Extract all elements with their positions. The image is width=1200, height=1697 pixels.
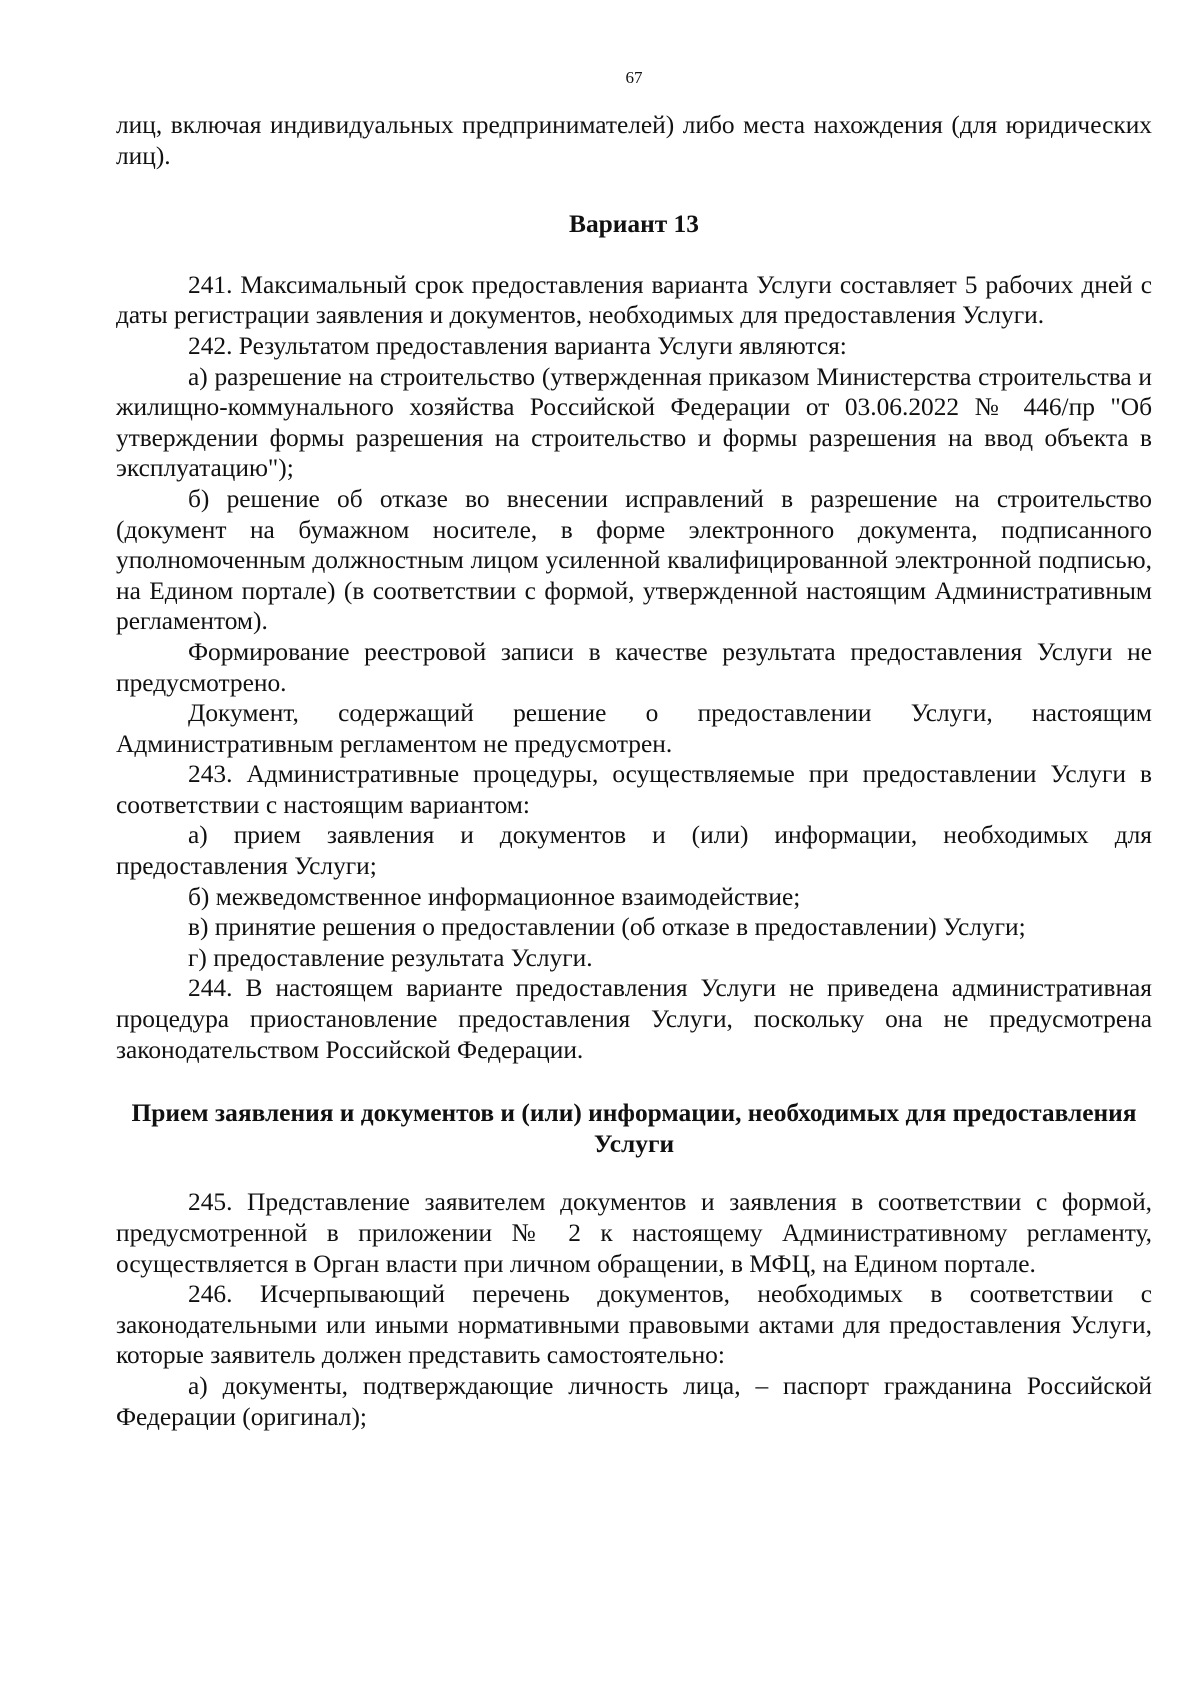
paragraph-243-g: г) предоставление результата Услуги. — [188, 943, 593, 972]
paragraph-243-b: б) межведомственное информационное взаимодействие; — [188, 882, 801, 911]
paragraph-decision-document: Документ, содержащий решение о предоставлении Услуги, настоящим Административным регламентом не предусмотрен. — [116, 699, 1152, 758]
paragraph-registry-record: Формирование реестровой записи в качестве результата предоставления Услуги не предусмотрено. — [116, 637, 1152, 697]
section-heading: Прием заявления и документов и (или) информации, необходимых для предоставления Услуги — [131, 1099, 1137, 1158]
paragraph-246-a: а) документы, подтверждающие личность лица, – паспорт гражданина Российской Федерации (оригинал); — [116, 1371, 1152, 1431]
paragraph-244: 244. В настоящем варианте предоставления Услуги не приведена административная процедура приостановление предоставления Услуги, поскольку она не предусмотрена законодательством Российской Федерации. — [116, 974, 1152, 1064]
paragraph-242-a: а) разрешение на строительство (утвержденная приказом Министерства строительства и жилищно-коммунального хозяйства Российской Федерации от 03.06.2022 № 446/пр "Об утверждении формы разрешения на строительство и формы разрешения на ввод объекта в эксплуатацию"); — [116, 362, 1152, 483]
paragraph-242: 242. Результатом предоставления варианта Услуги являются: — [188, 331, 847, 360]
paragraph-241: 241. Максимальный срок предоставления варианта Услуги составляет 5 рабочих дней с даты регистрации заявления и документов, необходимых для предоставления Услуги. — [116, 270, 1152, 330]
paragraph-243-v: в) принятие решения о предоставлении (об отказе в предоставлении) Услуги; — [188, 913, 1026, 942]
document-page — [116, 68, 1152, 1432]
page-number: 67 — [625, 68, 643, 87]
paragraph-245: 245. Представление заявителем документов и заявления в соответствии с формой, предусмотренной в приложении № 2 к настоящему Административному регламенту, осуществляется в Орган власти при личном обращении, в МФЦ, на Едином портале. — [116, 1188, 1152, 1278]
variant-heading: Вариант 13 — [569, 210, 699, 239]
paragraph-246: 246. Исчерпывающий перечень документов, необходимых в соответствии с законодательными или иными нормативными правовыми актами для предоставления Услуги, которые заявитель должен представить самостоятельно: — [116, 1280, 1152, 1370]
paragraph-243: 243. Административные процедуры, осуществляемые при предоставлении Услуги в соответствии с настоящим вариантом: — [116, 760, 1152, 819]
paragraph-intro-continuation: лиц, включая индивидуальных предпринимателей) либо места нахождения (для юридических лиц). — [116, 111, 1152, 170]
paragraph-242-b: б) решение об отказе во внесении исправлений в разрешение на строительство (документ на бумажном носителе, в форме электронного документа, подписанного уполномоченным должностным лицом усиленной квалифицированной электронной подписью, на Едином портале) (в соответствии с формой, утвержденной настоящим Административным регламентом). — [116, 484, 1152, 636]
paragraph-243-a: а) прием заявления и документов и (или) информации, необходимых для предоставления Услуги; — [116, 821, 1152, 881]
